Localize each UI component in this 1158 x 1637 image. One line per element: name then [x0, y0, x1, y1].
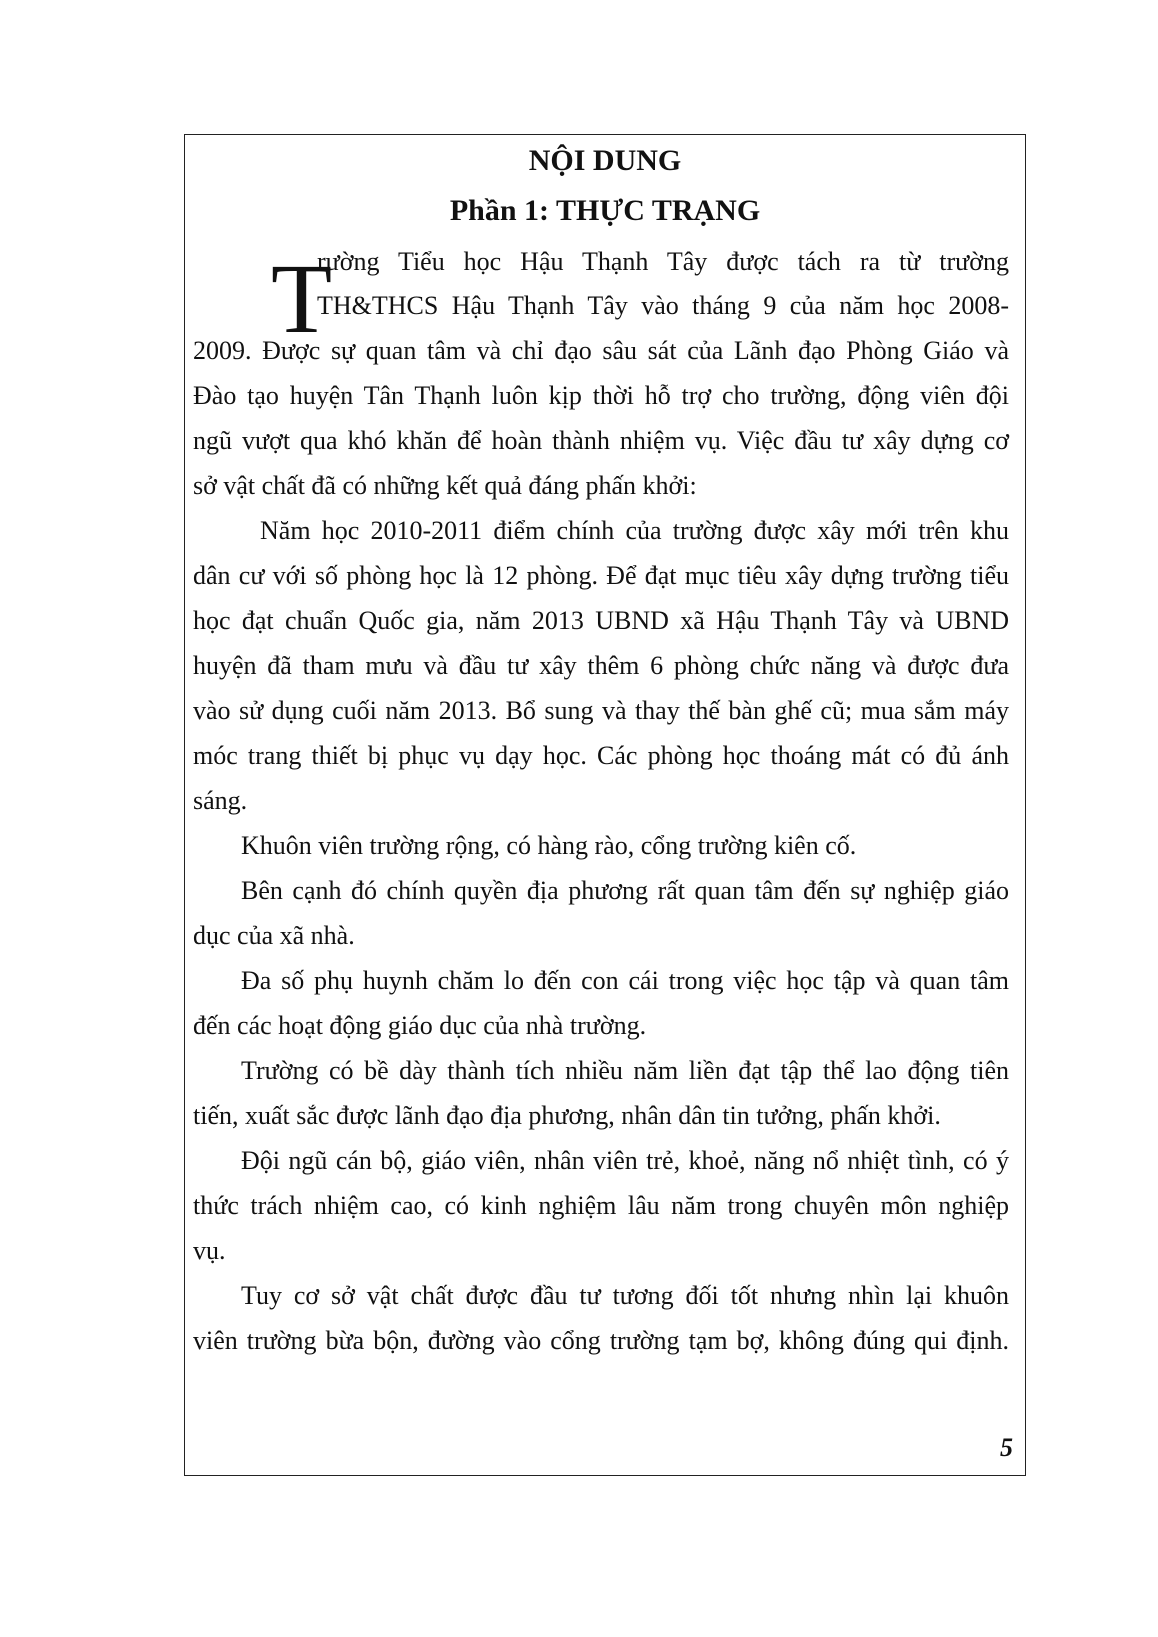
paragraph-line: vụ. — [193, 1236, 226, 1265]
drop-cap: T — [271, 243, 333, 354]
paragraph-line: đến các hoạt động giáo dục của nhà trường. — [193, 1011, 647, 1040]
paragraph-line: 2009. Được sự quan tâm và chỉ đạo sâu sát của Lãnh đạo Phòng Giáo và — [193, 336, 1009, 365]
paragraph-line: rường Tiểu học Hậu Thạnh Tây được tách ra từ trường — [317, 247, 1009, 276]
document-title: NỘI DUNG — [528, 144, 682, 177]
paragraph-line: dân cư với số phòng học là 12 phòng. Để đạt mục tiêu xây dựng trường tiểu — [193, 561, 1009, 590]
paragraph-line: viên trường bừa bộn, đường vào cổng trường tạm bợ, không đúng qui định. — [193, 1326, 1009, 1355]
page-number: 5 — [1000, 1433, 1013, 1462]
paragraph-line: ngũ vượt qua khó khăn để hoàn thành nhiệm vụ. Việc đầu tư xây dựng cơ — [193, 426, 1009, 455]
page-frame — [184, 134, 1026, 1476]
paragraph-line: Đội ngũ cán bộ, giáo viên, nhân viên trẻ, khoẻ, năng nổ nhiệt tình, có ý — [241, 1146, 1009, 1175]
paragraph-line: móc trang thiết bị phục vụ dạy học. Các phòng học thoáng mát có đủ ánh — [193, 741, 1009, 770]
paragraph-line: tiến, xuất sắc được lãnh đạo địa phương, nhân dân tin tưởng, phấn khởi. — [193, 1101, 941, 1130]
paragraph-line: dục của xã nhà. — [193, 921, 355, 950]
paragraph-line: thức trách nhiệm cao, có kinh nghiệm lâu năm trong chuyên môn nghiệp — [193, 1191, 1009, 1220]
paragraph-line: Đào tạo huyện Tân Thạnh luôn kịp thời hỗ trợ cho trường, động viên đội — [193, 381, 1009, 410]
paragraph-line: sáng. — [193, 786, 248, 815]
paragraph-line: Khuôn viên trường rộng, có hàng rào, cổng trường kiên cố. — [241, 831, 857, 860]
paragraph-line: huyện đã tham mưu và đầu tư xây thêm 6 phòng chức năng và được đưa — [193, 651, 1009, 680]
paragraph-line: Đa số phụ huynh chăm lo đến con cái trong việc học tập và quan tâm — [241, 966, 1009, 995]
paragraph-line: Tuy cơ sở vật chất được đầu tư tương đối tốt nhưng nhìn lại khuôn — [241, 1281, 1009, 1310]
section-title: Phần 1: THỰC TRẠNG — [449, 194, 761, 227]
paragraph-line: TH&THCS Hậu Thạnh Tây vào tháng 9 của năm học 2008- — [317, 291, 1009, 320]
paragraph-line: Năm học 2010-2011 điểm chính của trường được xây mới trên khu — [260, 516, 1009, 545]
paragraph-line: sở vật chất đã có những kết quả đáng phấn khởi: — [193, 471, 697, 500]
paragraph-line: Bên cạnh đó chính quyền địa phương rất quan tâm đến sự nghiệp giáo — [241, 876, 1009, 905]
paragraph-line: học đạt chuẩn Quốc gia, năm 2013 UBND xã Hậu Thạnh Tây và UBND — [193, 606, 1009, 635]
paragraph-line: vào sử dụng cuối năm 2013. Bổ sung và thay thế bàn ghế cũ; mua sắm máy — [193, 696, 1009, 725]
paragraph-line: Trường có bề dày thành tích nhiều năm liền đạt tập thể lao động tiên — [241, 1056, 1009, 1085]
